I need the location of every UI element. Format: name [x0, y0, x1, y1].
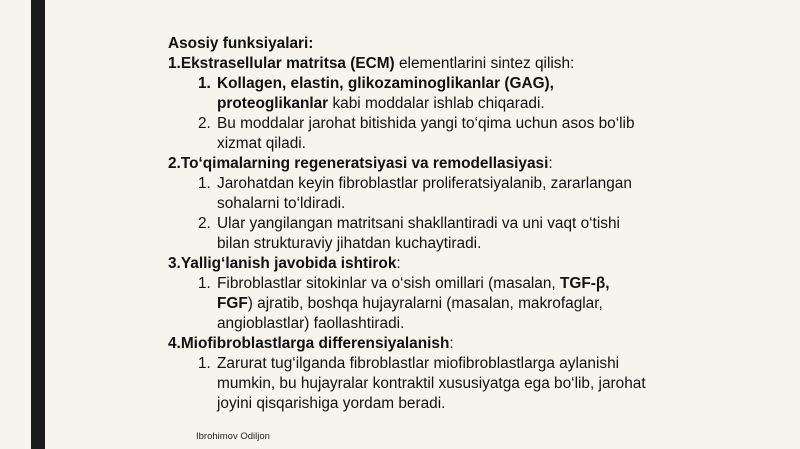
- list-item: 2. Bu moddalar jarohat bitishida yangi to‘qima uchun asos bo‘lib xizmat qiladi.: [198, 115, 635, 152]
- slide-content: [168, 34, 648, 414]
- section-title: 2.To‘qimalarning regeneratsiyasi va remodellasiyasi:: [168, 155, 553, 172]
- section-title: 1.Ekstrasellular matritsa (ECM) elementlarini sintez qilish:: [168, 55, 575, 72]
- section-4: [168, 334, 648, 414]
- slide-heading: Asosiy funksiyalari:: [168, 35, 314, 52]
- list-item: 2. Ular yangilangan matritsani shakllantiradi va uni vaqt o‘tishi bilan strukturaviy jihatdan kuchaytiradi.: [198, 215, 620, 252]
- section-title: 4.Miofibroblastlarga differensiyalanish:: [168, 335, 454, 352]
- left-accent-bar: [31, 0, 45, 449]
- section-3: [168, 254, 648, 334]
- section-title: 3.Yallig‘lanish javobida ishtirok:: [168, 255, 401, 272]
- list-item: 1. Fibroblastlar sitokinlar va o‘sish omillari (masalan, TGF-β, FGF) ajratib, boshqa hujayralarni (masalan, makrofaglar, angioblastlar) faollashtiradi.: [198, 275, 610, 332]
- list-item: 1. Kollagen, elastin, glikozaminoglikanlar (GAG), proteoglikanlar kabi moddalar ishlab chiqaradi.: [198, 75, 554, 112]
- list-item: 1. Zarurat tug‘ilganda fibroblastlar miofibroblastlarga aylanishi mumkin, bu hujayralar kontraktil xususiyatga ega bo‘lib, jarohat joyini qisqarishiga yordam beradi.: [198, 355, 646, 412]
- list-item: 1. Jarohatdan keyin fibroblastlar proliferatsiyalanib, zararlangan sohalarni to‘ldiradi.: [198, 175, 632, 212]
- section-2: [168, 154, 648, 254]
- slide-footer-author: Ibrohimov Odiljon: [196, 431, 270, 442]
- section-1: [168, 54, 648, 154]
